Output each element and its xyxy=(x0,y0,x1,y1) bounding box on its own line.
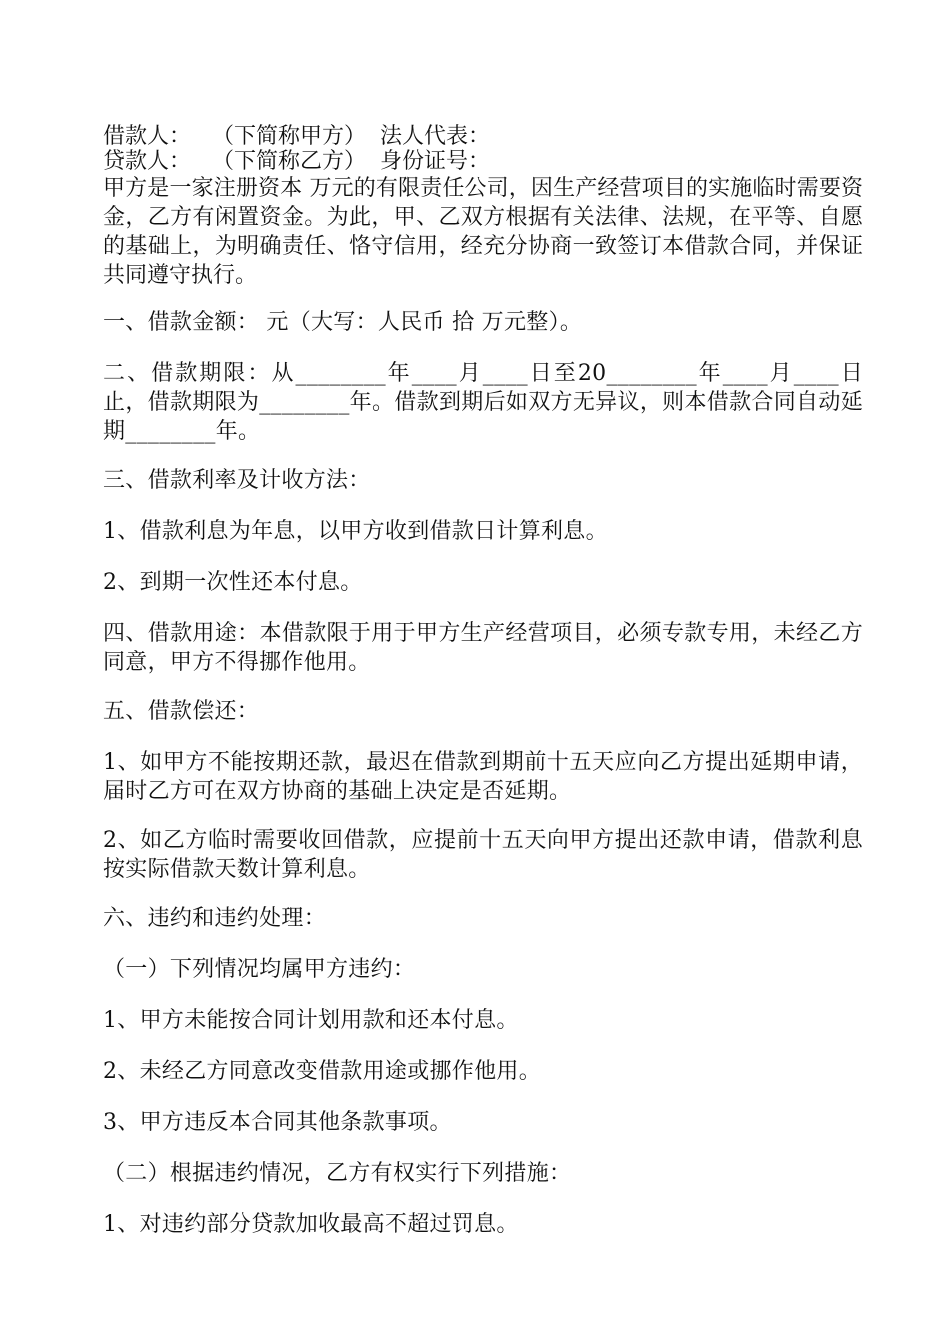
clause-interest-heading: 三、借款利率及计收方法： xyxy=(103,468,371,493)
clause-interest-item-1: 1、借款利息为年息，以甲方收到借款日计算利息。 xyxy=(103,519,608,544)
clause-interest-item-2: 2、到期一次性还本付息。 xyxy=(103,570,363,595)
clause-breach-item-2: 2、未经乙方同意改变借款用途或挪作他用。 xyxy=(103,1059,541,1084)
intro-paragraph: 甲方是一家注册资本 万元的有限责任公司，因生产经营项目的实施临时需要资金，乙方有闲置资金。为此，甲、乙双方根据有关法律、法规，在平等、自愿的基础上，为明确责任、恪守信用，经充分协商一致签订本借款合同，并保证共同遵守执行。 xyxy=(103,176,863,288)
clause-loan-amount: 一、借款金额： 元（大写：人民币 拾 万元整）。 xyxy=(103,310,583,335)
contract-document xyxy=(103,124,863,1261)
clause-breach-heading: 六、违约和违约处理： xyxy=(103,906,327,931)
clause-measure-item-1: 1、对违约部分贷款加收最高不超过罚息。 xyxy=(103,1212,519,1237)
clause-breach-sub-1: （一）下列情况均属甲方违约： xyxy=(103,957,416,982)
clause-breach-sub-2: （二）根据违约情况，乙方有权实行下列措施： xyxy=(103,1161,572,1186)
parties-block xyxy=(103,124,863,174)
clause-repayment-item-1: 1、如甲方不能按期还款，最迟在借款到期前十五天应向乙方提出延期申请，届时乙方可在双方协商的基础上决定是否延期。 xyxy=(103,750,863,804)
lender-line: 贷款人： （下简称乙方） 身份证号： xyxy=(103,149,490,174)
clause-repayment-item-2: 2、如乙方临时需要收回借款，应提前十五天向甲方提出还款申请，借款利息按实际借款天数计算利息。 xyxy=(103,828,863,882)
clause-breach-item-3: 3、甲方违反本合同其他条款事项。 xyxy=(103,1110,452,1135)
clause-repayment-heading: 五、借款偿还： xyxy=(103,699,260,724)
clause-breach-item-1: 1、甲方未能按合同计划用款和还本付息。 xyxy=(103,1008,519,1033)
clause-loan-term: 二、借款期限：从________年____月____日至20________年____月____日止，借款期限为________年。借款到期后如双方无异议，则本借款合同自动延期________年。 xyxy=(103,361,863,444)
clause-loan-purpose: 四、借款用途：本借款限于用于甲方生产经营项目，必须专款专用，未经乙方同意，甲方不得挪作他用。 xyxy=(103,621,863,675)
borrower-line: 借款人： （下简称甲方） 法人代表： xyxy=(103,124,490,149)
